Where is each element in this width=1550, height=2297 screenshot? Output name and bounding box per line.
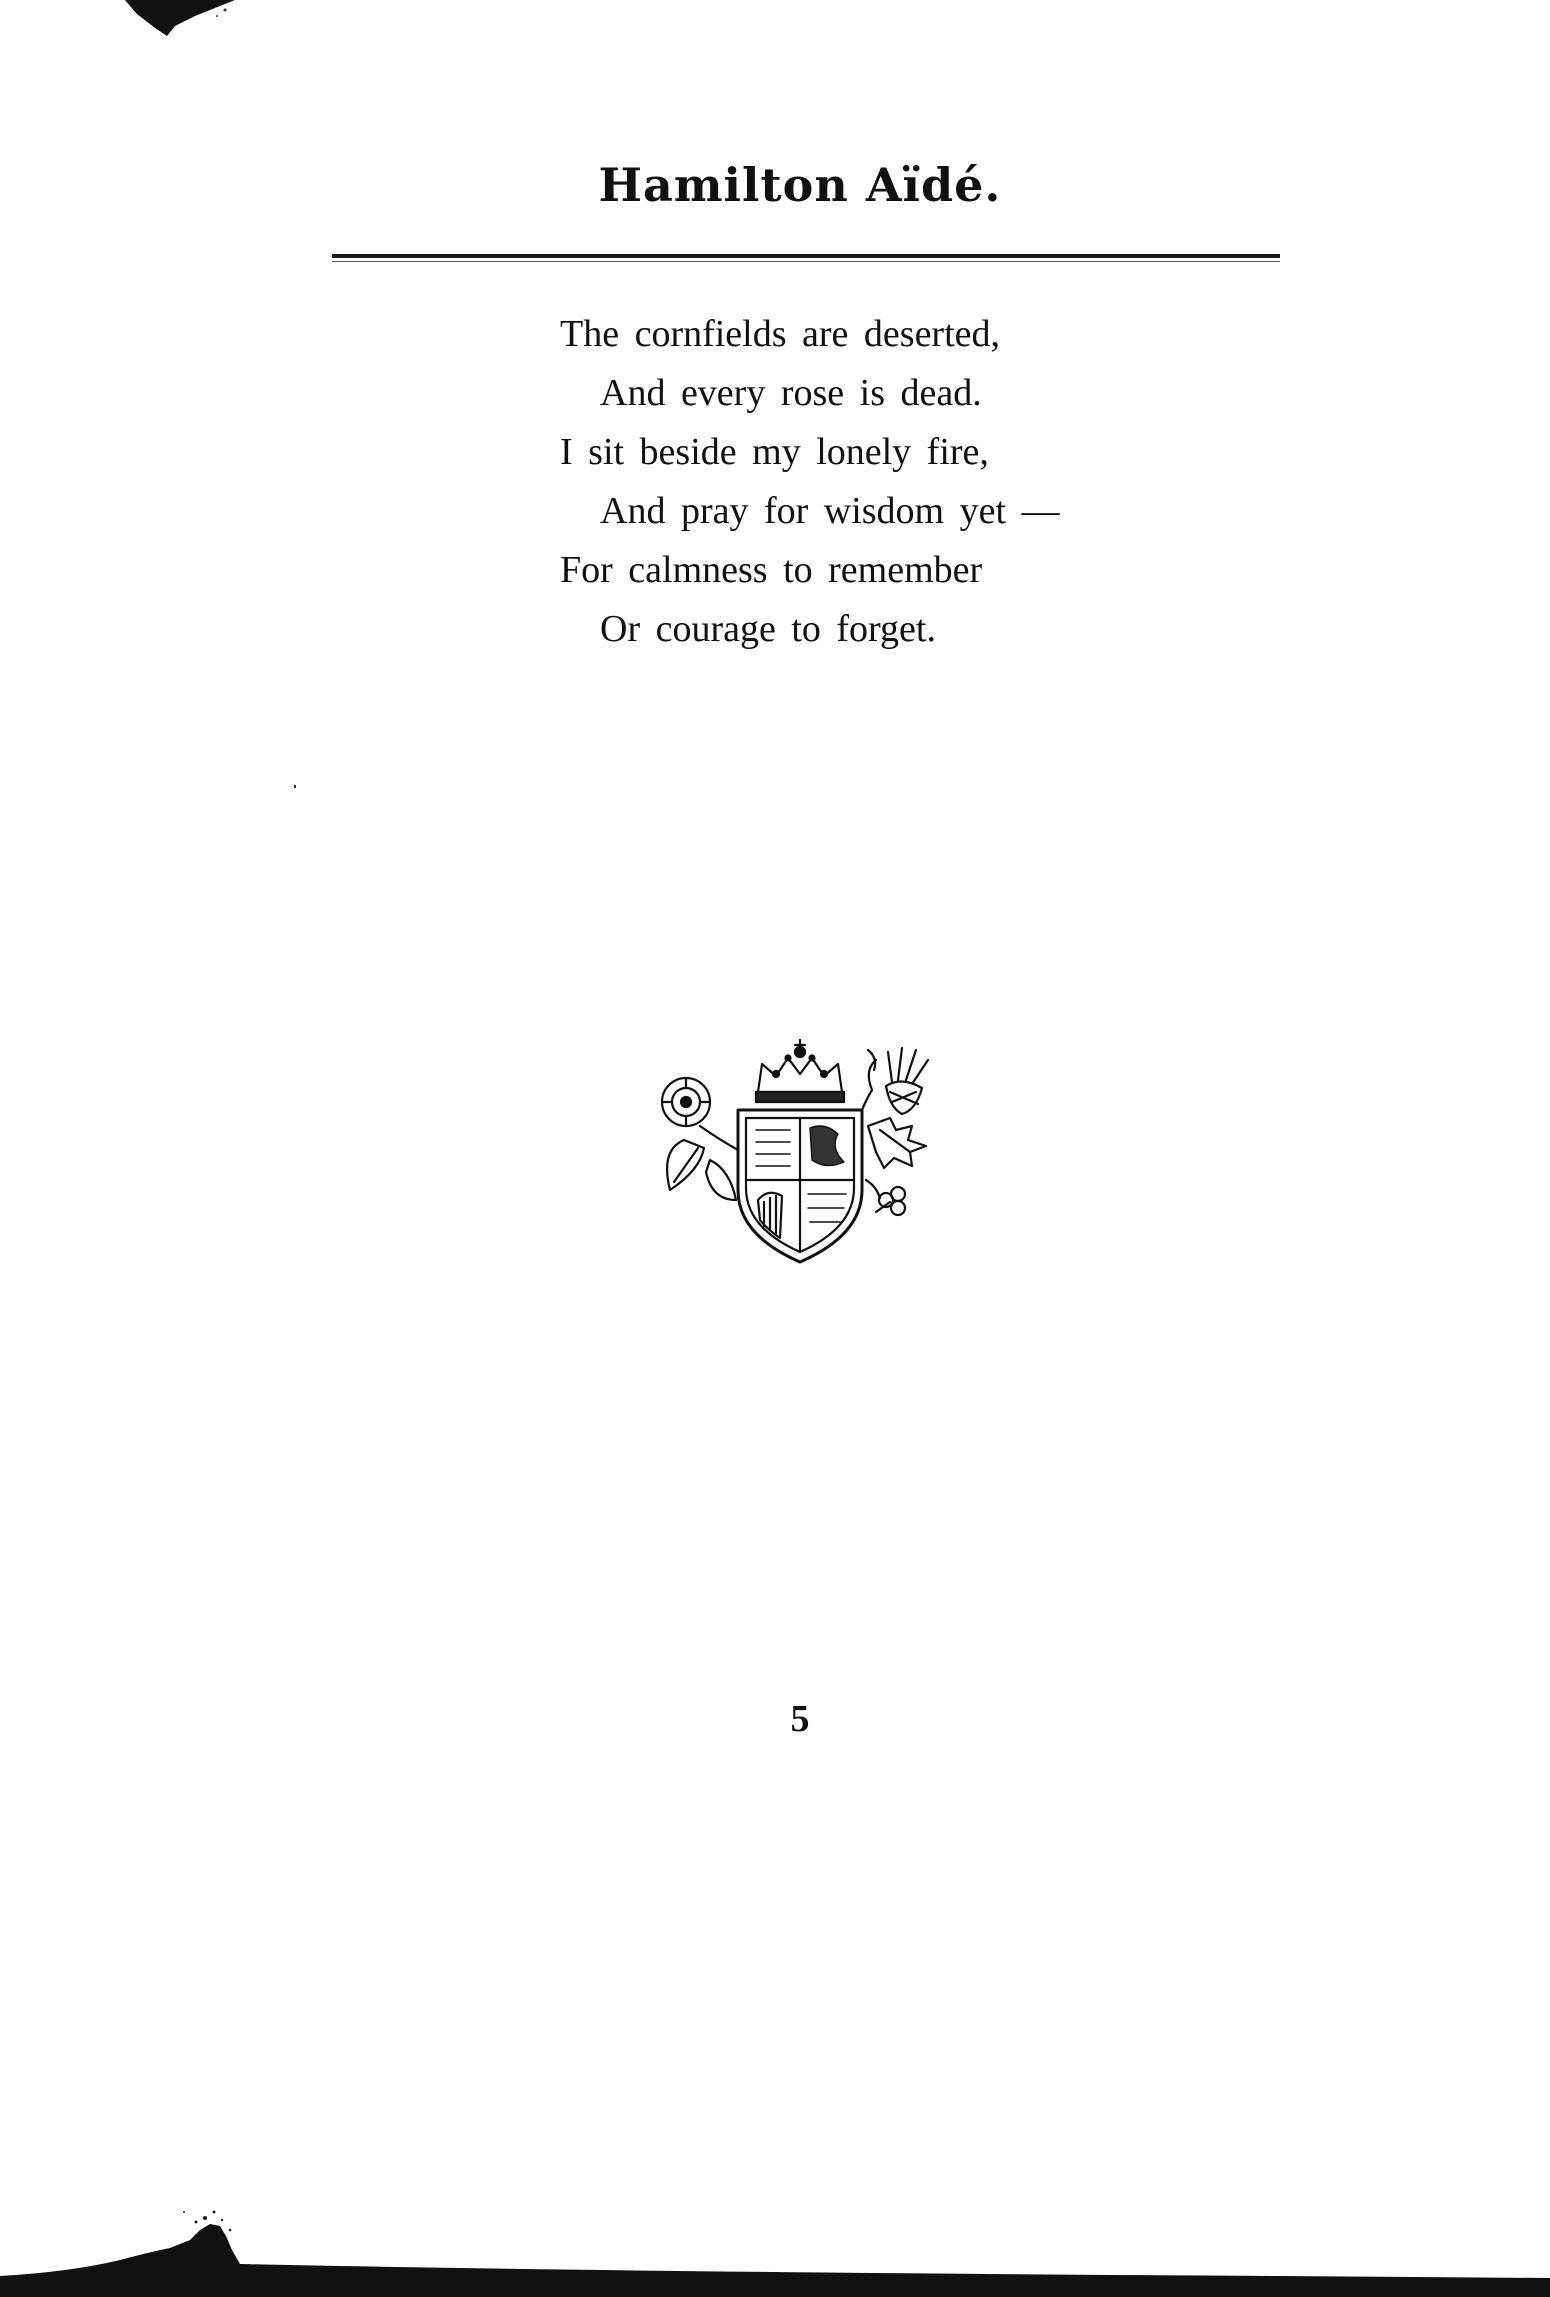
- poem-line: The cornfields are deserted,: [560, 313, 1001, 355]
- running-head: Hamilton Aïdé.: [598, 158, 1002, 212]
- header-rule-shadow: [332, 261, 1280, 262]
- scan-edge-bottom-icon: [0, 2160, 1550, 2297]
- paper-speck: [294, 785, 296, 788]
- scan-edge-mark-icon: [125, 0, 235, 40]
- royal-coat-of-arms-icon: [640, 1030, 960, 1270]
- poem-line: I sit beside my lonely fire,: [560, 431, 989, 473]
- page-number: 5: [790, 1698, 810, 1740]
- poem-stanza: [560, 305, 1060, 659]
- poem-line: And every rose is dead.: [600, 372, 982, 414]
- poem-line: Or courage to forget.: [600, 608, 936, 650]
- header-rule: [332, 254, 1280, 258]
- poem-line: For calmness to remember: [560, 549, 983, 591]
- poem-line: And pray for wisdom yet —: [600, 490, 1060, 532]
